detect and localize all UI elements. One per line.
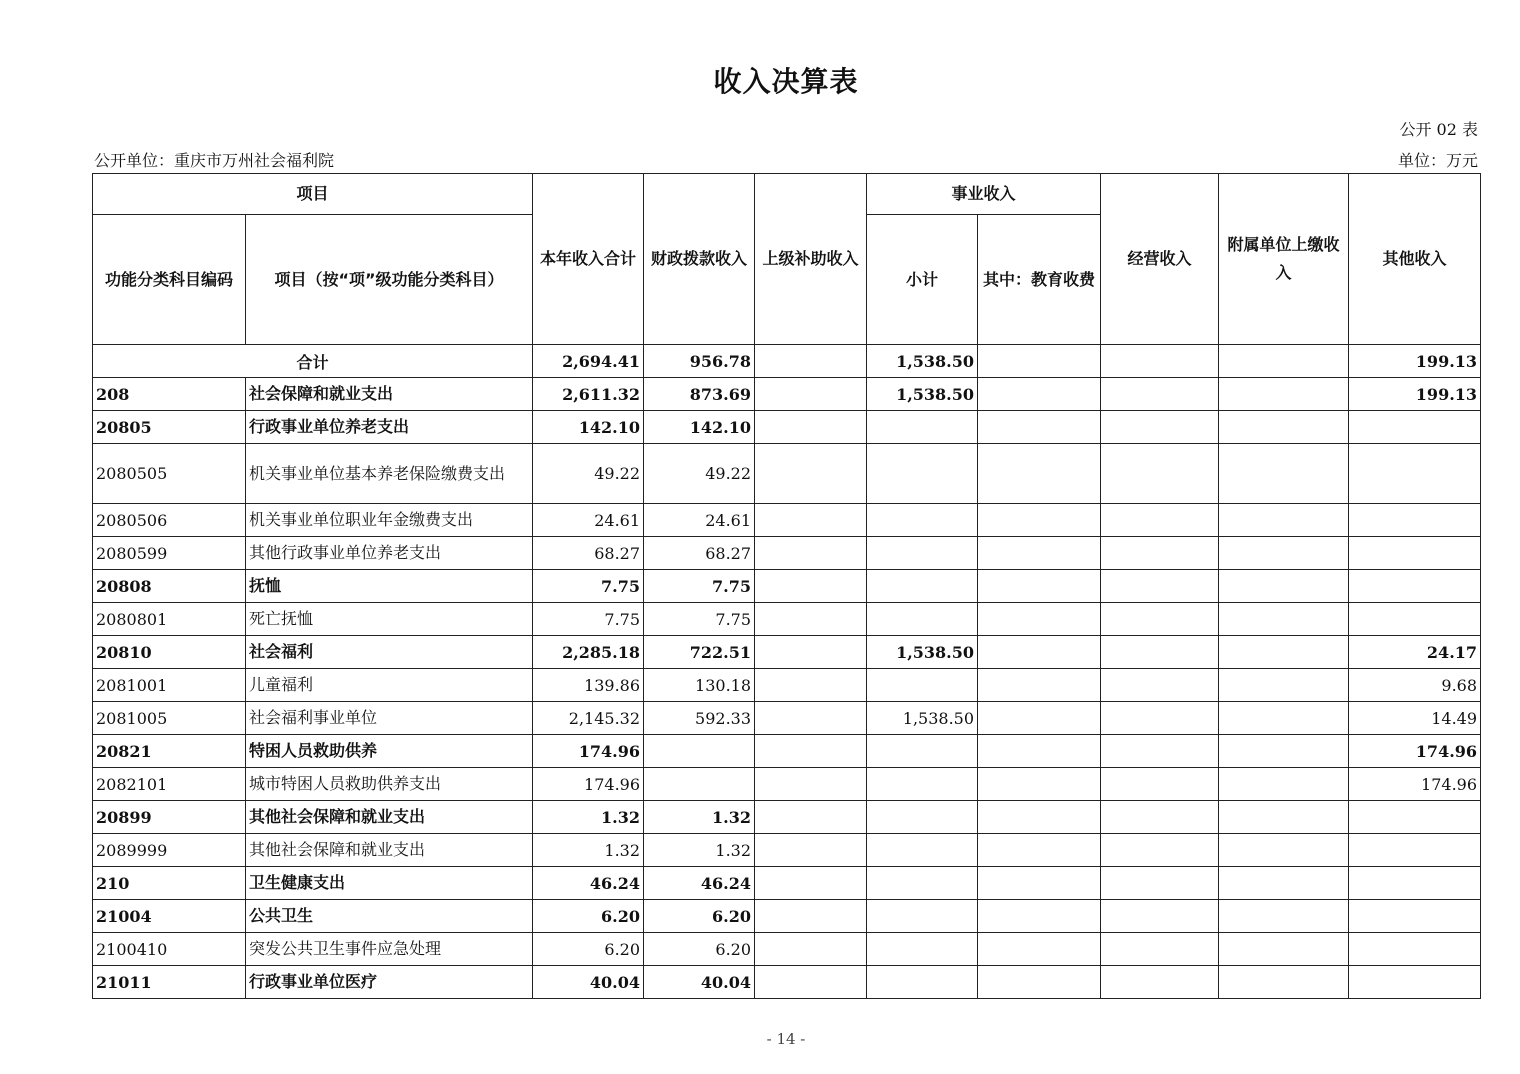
row-operating [1101, 735, 1219, 768]
row-other [1349, 570, 1481, 603]
row-code: 20821 [93, 735, 246, 768]
row-subtotal [867, 834, 978, 867]
total-subsidy [755, 345, 867, 378]
table-row [93, 669, 1481, 702]
reporting-unit: 公开单位：重庆市万州社会福利院 [94, 151, 335, 170]
row-subtotal [867, 603, 978, 636]
row-code: 2081005 [93, 702, 246, 735]
row-total: 6.20 [533, 933, 644, 966]
row-subtotal [867, 933, 978, 966]
row-code: 21011 [93, 966, 246, 999]
row-total: 7.75 [533, 570, 644, 603]
row-total: 2,145.32 [533, 702, 644, 735]
row-affiliate [1219, 834, 1349, 867]
row-fiscal: 873.69 [644, 378, 755, 411]
row-education-fee [978, 933, 1101, 966]
header-affiliate: 附属单位上缴收入 [1219, 174, 1349, 345]
row-fiscal: 68.27 [644, 537, 755, 570]
row-operating [1101, 570, 1219, 603]
row-operating [1101, 669, 1219, 702]
table-row [93, 933, 1481, 966]
table-row [93, 603, 1481, 636]
header-education-fee: 其中：教育收费 [978, 215, 1101, 345]
row-other [1349, 801, 1481, 834]
row-fiscal: 46.24 [644, 867, 755, 900]
row-name: 抚恤 [246, 570, 533, 603]
row-affiliate [1219, 603, 1349, 636]
header-code: 功能分类科目编码 [93, 215, 246, 345]
row-subsidy [755, 669, 867, 702]
header-item: 项目 [93, 174, 533, 215]
row-name: 特困人员救助供养 [246, 735, 533, 768]
header-operating: 经营收入 [1101, 174, 1219, 345]
table-row [93, 801, 1481, 834]
row-education-fee [978, 444, 1101, 504]
row-subsidy [755, 933, 867, 966]
row-code: 208 [93, 378, 246, 411]
row-subsidy [755, 867, 867, 900]
row-code: 2080599 [93, 537, 246, 570]
row-code: 20810 [93, 636, 246, 669]
header-total: 本年收入合计 [533, 174, 644, 345]
row-operating [1101, 702, 1219, 735]
row-name: 社会福利 [246, 636, 533, 669]
row-subsidy [755, 603, 867, 636]
row-fiscal: 142.10 [644, 411, 755, 444]
table-row [93, 735, 1481, 768]
row-education-fee [978, 966, 1101, 999]
row-operating [1101, 834, 1219, 867]
row-affiliate [1219, 636, 1349, 669]
row-name: 机关事业单位职业年金缴费支出 [246, 504, 533, 537]
row-total: 6.20 [533, 900, 644, 933]
row-fiscal: 130.18 [644, 669, 755, 702]
row-subsidy [755, 768, 867, 801]
row-subtotal [867, 411, 978, 444]
row-total: 40.04 [533, 966, 644, 999]
row-subtotal: 1,538.50 [867, 378, 978, 411]
row-subsidy [755, 834, 867, 867]
row-code: 210 [93, 867, 246, 900]
row-total: 49.22 [533, 444, 644, 504]
row-education-fee [978, 867, 1101, 900]
table-row [93, 444, 1481, 504]
row-other [1349, 411, 1481, 444]
row-education-fee [978, 570, 1101, 603]
row-name: 公共卫生 [246, 900, 533, 933]
row-subsidy [755, 411, 867, 444]
row-operating [1101, 768, 1219, 801]
row-other [1349, 537, 1481, 570]
row-subtotal [867, 504, 978, 537]
row-operating [1101, 411, 1219, 444]
row-subtotal: 1,538.50 [867, 636, 978, 669]
row-fiscal [644, 735, 755, 768]
row-affiliate [1219, 378, 1349, 411]
row-code: 20805 [93, 411, 246, 444]
row-other [1349, 933, 1481, 966]
table-row [93, 867, 1481, 900]
total-total: 2,694.41 [533, 345, 644, 378]
row-education-fee [978, 603, 1101, 636]
income-table [92, 173, 1481, 999]
row-name: 机关事业单位基本养老保险缴费支出 [246, 444, 533, 504]
row-total: 2,611.32 [533, 378, 644, 411]
header-subtotal: 小计 [867, 215, 978, 345]
header-subsidy: 上级补助收入 [755, 174, 867, 345]
row-operating [1101, 603, 1219, 636]
row-code: 2080801 [93, 603, 246, 636]
row-other [1349, 900, 1481, 933]
row-fiscal: 40.04 [644, 966, 755, 999]
row-affiliate [1219, 444, 1349, 504]
row-name: 卫生健康支出 [246, 867, 533, 900]
row-operating [1101, 801, 1219, 834]
row-affiliate [1219, 900, 1349, 933]
row-education-fee [978, 411, 1101, 444]
row-subtotal [867, 900, 978, 933]
row-fiscal: 6.20 [644, 933, 755, 966]
row-other: 174.96 [1349, 735, 1481, 768]
total-subtotal: 1,538.50 [867, 345, 978, 378]
total-row [93, 345, 1481, 378]
row-other: 24.17 [1349, 636, 1481, 669]
row-name: 其他社会保障和就业支出 [246, 801, 533, 834]
table-row [93, 411, 1481, 444]
table-row [93, 834, 1481, 867]
row-fiscal: 1.32 [644, 834, 755, 867]
row-total: 1.32 [533, 834, 644, 867]
row-code: 2089999 [93, 834, 246, 867]
row-other: 14.49 [1349, 702, 1481, 735]
row-education-fee [978, 801, 1101, 834]
total-affiliate [1219, 345, 1349, 378]
row-other [1349, 603, 1481, 636]
row-subsidy [755, 444, 867, 504]
row-affiliate [1219, 801, 1349, 834]
row-affiliate [1219, 669, 1349, 702]
row-total: 24.61 [533, 504, 644, 537]
row-subtotal [867, 768, 978, 801]
total-operating [1101, 345, 1219, 378]
row-subtotal [867, 444, 978, 504]
table-row [93, 378, 1481, 411]
row-total: 174.96 [533, 768, 644, 801]
row-total: 68.27 [533, 537, 644, 570]
row-subsidy [755, 702, 867, 735]
row-education-fee [978, 702, 1101, 735]
table-row [93, 900, 1481, 933]
row-other: 9.68 [1349, 669, 1481, 702]
row-name: 其他社会保障和就业支出 [246, 834, 533, 867]
row-name: 社会保障和就业支出 [246, 378, 533, 411]
row-code: 21004 [93, 900, 246, 933]
row-fiscal: 592.33 [644, 702, 755, 735]
row-subsidy [755, 570, 867, 603]
row-total: 7.75 [533, 603, 644, 636]
row-affiliate [1219, 504, 1349, 537]
row-subsidy [755, 636, 867, 669]
page-title: 收入决算表 [713, 65, 859, 98]
row-affiliate [1219, 702, 1349, 735]
row-name: 死亡抚恤 [246, 603, 533, 636]
row-subtotal [867, 537, 978, 570]
row-subsidy [755, 735, 867, 768]
row-code: 2080505 [93, 444, 246, 504]
row-total: 174.96 [533, 735, 644, 768]
row-total: 139.86 [533, 669, 644, 702]
row-other [1349, 867, 1481, 900]
row-subsidy [755, 801, 867, 834]
row-education-fee [978, 537, 1101, 570]
row-name: 行政事业单位养老支出 [246, 411, 533, 444]
header-name: 项目（按“项”级功能分类科目） [246, 215, 533, 345]
row-education-fee [978, 636, 1101, 669]
row-fiscal: 49.22 [644, 444, 755, 504]
row-name: 社会福利事业单位 [246, 702, 533, 735]
row-subtotal [867, 966, 978, 999]
row-affiliate [1219, 411, 1349, 444]
row-subsidy [755, 378, 867, 411]
row-operating [1101, 900, 1219, 933]
row-code: 2100410 [93, 933, 246, 966]
total-other: 199.13 [1349, 345, 1481, 378]
row-operating [1101, 636, 1219, 669]
row-fiscal: 722.51 [644, 636, 755, 669]
row-name: 城市特困人员救助供养支出 [246, 768, 533, 801]
header-business-income: 事业收入 [867, 174, 1101, 215]
row-subtotal [867, 867, 978, 900]
row-education-fee [978, 900, 1101, 933]
row-other: 199.13 [1349, 378, 1481, 411]
row-code: 2082101 [93, 768, 246, 801]
row-name: 行政事业单位医疗 [246, 966, 533, 999]
row-fiscal: 7.75 [644, 570, 755, 603]
table-row [93, 504, 1481, 537]
row-operating [1101, 537, 1219, 570]
total-fiscal: 956.78 [644, 345, 755, 378]
row-subtotal: 1,538.50 [867, 702, 978, 735]
row-subsidy [755, 504, 867, 537]
row-other [1349, 834, 1481, 867]
row-total: 46.24 [533, 867, 644, 900]
row-code: 20808 [93, 570, 246, 603]
row-other [1349, 444, 1481, 504]
row-affiliate [1219, 570, 1349, 603]
row-other [1349, 504, 1481, 537]
table-row [93, 966, 1481, 999]
row-code: 2080506 [93, 504, 246, 537]
row-affiliate [1219, 768, 1349, 801]
row-name: 其他行政事业单位养老支出 [246, 537, 533, 570]
row-subsidy [755, 900, 867, 933]
row-education-fee [978, 504, 1101, 537]
header-fiscal: 财政拨款收入 [644, 174, 755, 345]
row-subtotal [867, 801, 978, 834]
row-affiliate [1219, 537, 1349, 570]
row-education-fee [978, 834, 1101, 867]
row-subtotal [867, 735, 978, 768]
row-operating [1101, 378, 1219, 411]
table-row [93, 702, 1481, 735]
table-row [93, 636, 1481, 669]
row-fiscal [644, 768, 755, 801]
row-affiliate [1219, 933, 1349, 966]
row-code: 20899 [93, 801, 246, 834]
row-affiliate [1219, 735, 1349, 768]
row-operating [1101, 966, 1219, 999]
table-row [93, 768, 1481, 801]
row-education-fee [978, 768, 1101, 801]
total-education-fee [978, 345, 1101, 378]
row-other [1349, 966, 1481, 999]
row-name: 突发公共卫生事件应急处理 [246, 933, 533, 966]
row-fiscal: 24.61 [644, 504, 755, 537]
row-subsidy [755, 966, 867, 999]
row-fiscal: 6.20 [644, 900, 755, 933]
row-name: 儿童福利 [246, 669, 533, 702]
row-affiliate [1219, 867, 1349, 900]
row-subtotal [867, 669, 978, 702]
form-number: 公开 02 表 [1399, 120, 1478, 139]
row-total: 142.10 [533, 411, 644, 444]
currency-unit: 单位：万元 [1397, 151, 1478, 170]
total-label: 合计 [93, 345, 533, 378]
table-row [93, 537, 1481, 570]
row-subtotal [867, 570, 978, 603]
row-education-fee [978, 735, 1101, 768]
row-affiliate [1219, 966, 1349, 999]
row-operating [1101, 444, 1219, 504]
row-education-fee [978, 378, 1101, 411]
page-number: - 14 - [766, 1030, 806, 1048]
table-row [93, 570, 1481, 603]
row-total: 1.32 [533, 801, 644, 834]
row-fiscal: 1.32 [644, 801, 755, 834]
row-subsidy [755, 537, 867, 570]
row-other: 174.96 [1349, 768, 1481, 801]
header-other: 其他收入 [1349, 174, 1481, 345]
row-operating [1101, 867, 1219, 900]
row-fiscal: 7.75 [644, 603, 755, 636]
row-education-fee [978, 669, 1101, 702]
row-total: 2,285.18 [533, 636, 644, 669]
row-operating [1101, 504, 1219, 537]
row-operating [1101, 933, 1219, 966]
row-code: 2081001 [93, 669, 246, 702]
